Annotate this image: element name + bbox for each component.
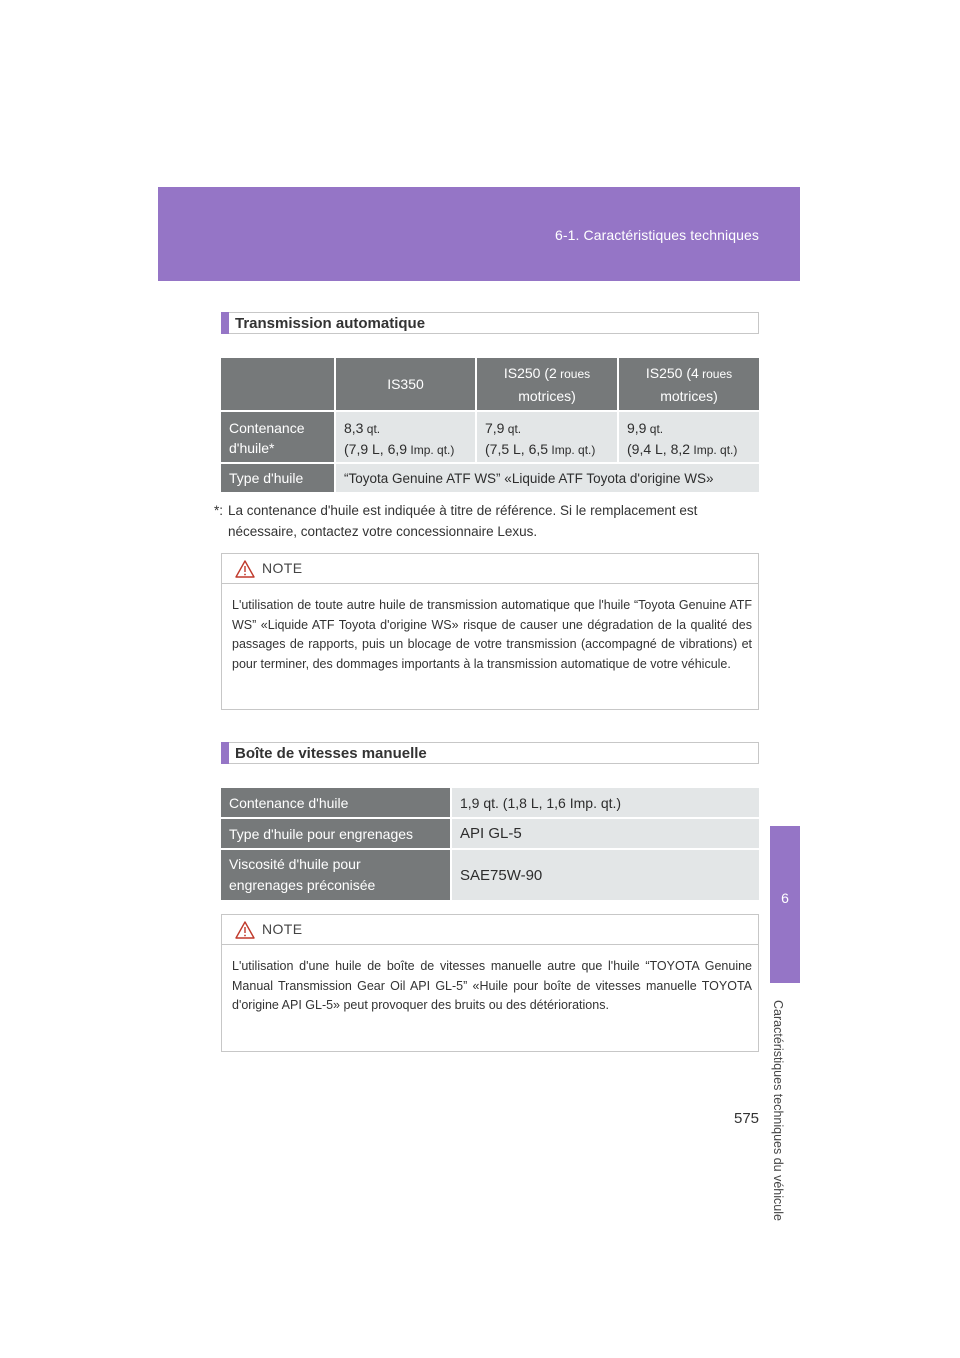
column-name: IS350 bbox=[387, 376, 424, 392]
value-unit: Imp. qt.) bbox=[548, 443, 596, 457]
cell-value: API GL-5 bbox=[450, 819, 759, 848]
row-label-type: Type d'huile bbox=[221, 464, 334, 492]
warning-triangle-icon bbox=[235, 921, 255, 944]
row-label: Contenance d'huile bbox=[221, 788, 450, 817]
note-label: NOTE bbox=[262, 560, 303, 576]
note-header bbox=[222, 554, 758, 584]
value-unit: Imp. qt.) bbox=[690, 443, 738, 457]
table-header-cell bbox=[617, 358, 759, 410]
automatic-spec-table bbox=[221, 356, 759, 494]
value-metric: (7,9 L, 6,9 bbox=[344, 441, 408, 457]
table-header-cell bbox=[334, 358, 475, 410]
column-name-small: roues bbox=[698, 366, 733, 381]
table-row bbox=[221, 850, 759, 900]
label-line: engrenages préconisée bbox=[229, 877, 376, 893]
cell-value bbox=[334, 412, 475, 462]
table-row bbox=[221, 412, 759, 462]
note-label: NOTE bbox=[262, 921, 303, 937]
footnote bbox=[214, 500, 758, 542]
table-header-row bbox=[221, 358, 759, 410]
value-metric: (7,5 L, 6,5 bbox=[485, 441, 549, 457]
cell-value bbox=[617, 412, 759, 462]
value-metric: (9,4 L, 8,2 bbox=[627, 441, 691, 457]
cell-value bbox=[475, 412, 617, 462]
value-main: 8,3 bbox=[344, 420, 364, 436]
section-heading-manual bbox=[221, 742, 759, 764]
value-main: 9,9 bbox=[627, 420, 647, 436]
chapter-title: 6-1. Caractéristiques techniques bbox=[555, 227, 759, 243]
section-accent-bar bbox=[221, 742, 229, 764]
page-number: 575 bbox=[734, 1110, 760, 1127]
note-header bbox=[222, 915, 758, 945]
table-row bbox=[221, 788, 759, 817]
chapter-tab-number: 6 bbox=[781, 890, 789, 906]
cell-value-type: “Toyota Genuine ATF WS” «Liquide ATF Toyota d'origine WS» bbox=[334, 464, 759, 492]
value-main: 7,9 bbox=[485, 420, 505, 436]
cell-value: 1,9 qt. (1,8 L, 1,6 Imp. qt.) bbox=[450, 788, 759, 817]
value-unit: qt. bbox=[646, 422, 664, 436]
value-unit: Imp. qt.) bbox=[407, 443, 455, 457]
column-name: IS250 (2 bbox=[503, 364, 557, 381]
footnote-text: La contenance d'huile est indiquée à titre de référence. Si le remplacement est nécessaire, contactez votre concessionnaire Lexus. bbox=[228, 503, 698, 539]
section-heading-automatic bbox=[221, 312, 759, 334]
row-label: Type d'huile pour engrenages bbox=[221, 819, 450, 848]
cell-value: SAE75W-90 bbox=[450, 850, 759, 900]
section-title: Transmission automatique bbox=[235, 315, 426, 332]
row-label bbox=[221, 850, 450, 900]
section-accent-bar bbox=[221, 312, 229, 334]
note-box-manual bbox=[221, 914, 759, 1052]
table-header-cell bbox=[475, 358, 617, 410]
value-unit: qt. bbox=[363, 422, 381, 436]
column-name-line2: motrices) bbox=[518, 387, 576, 404]
chapter-tab[interactable] bbox=[770, 826, 800, 983]
warning-triangle-icon bbox=[235, 560, 255, 583]
note-text: L'utilisation de toute autre huile de transmission automatique que l'huile “Toyota Genuine ATF WS” «Liquide ATF Toyota d'origine WS» risque de causer une dégradation de la qualité des passages de rapports, puis un blocage de votre transmission (accompagné de vibrations) et pour terminer, des dommages importants à la transmission automatique de votre véhicule. bbox=[232, 598, 752, 671]
section-title: Boîte de vitesses manuelle bbox=[235, 745, 427, 762]
column-name: IS250 (4 bbox=[645, 364, 699, 381]
footnote-mark: *: bbox=[214, 503, 224, 518]
label-line: d'huile* bbox=[229, 440, 275, 456]
table-header-empty bbox=[221, 358, 334, 410]
table-row bbox=[221, 819, 759, 848]
column-name-line2: motrices) bbox=[660, 387, 718, 404]
column-name-small: roues bbox=[556, 366, 591, 381]
value-unit: qt. bbox=[504, 422, 522, 436]
label-line: Viscosité d'huile pour bbox=[229, 856, 361, 872]
table-row bbox=[221, 464, 759, 492]
chapter-header bbox=[158, 187, 800, 281]
note-box-automatic bbox=[221, 553, 759, 710]
manual-spec-table bbox=[221, 786, 759, 902]
note-text: L'utilisation d'une huile de boîte de vitesses manuelle autre que l'huile “TOYOTA Genuine Manual Transmission Gear Oil API GL-5” «Huile pour boîte de vitesses manuelle TOYOTA d'origine API GL-5» peut provoquer des bruits ou des détériorations. bbox=[232, 959, 752, 1012]
label-line: Contenance bbox=[229, 420, 305, 436]
row-label-capacity bbox=[221, 412, 334, 462]
chapter-side-label: Caractéristiques techniques du véhicule bbox=[771, 1000, 785, 1221]
